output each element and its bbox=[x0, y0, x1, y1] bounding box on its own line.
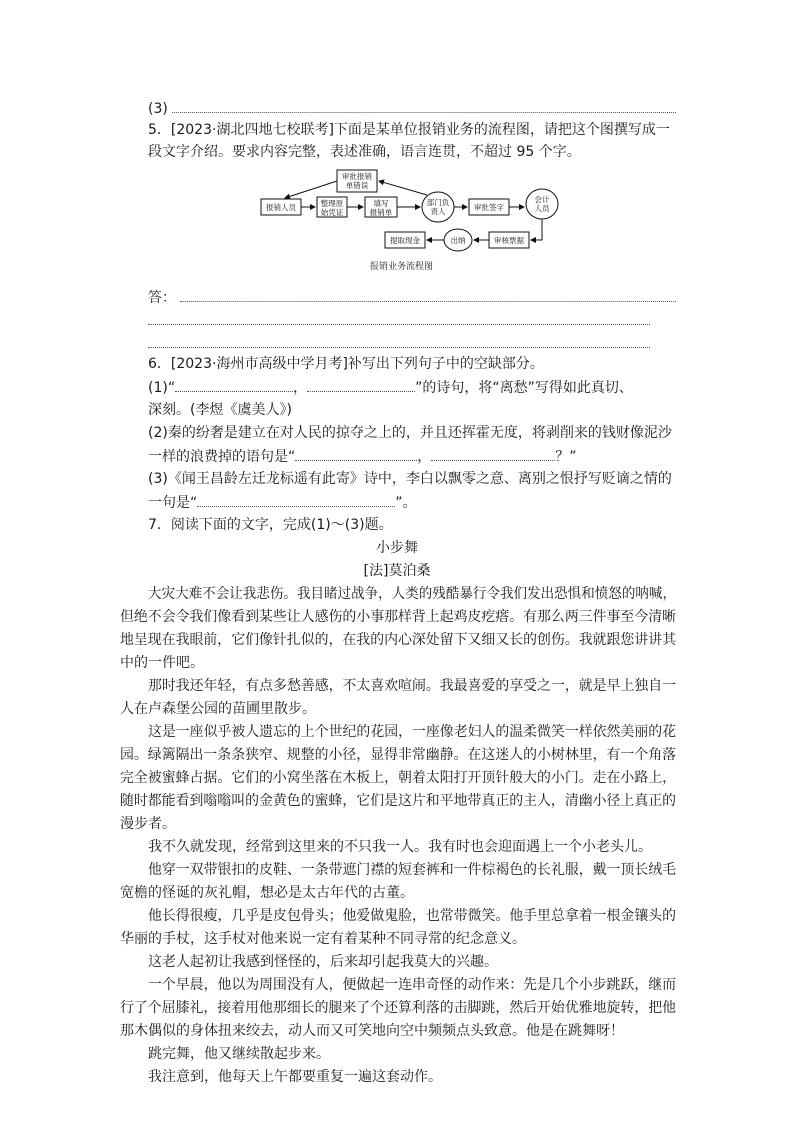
story-line: 宽檐的怪诞的灰礼帽，想必是太古年代的古董。 bbox=[120, 885, 414, 901]
q6-p2-d: ？” bbox=[555, 449, 577, 465]
q6-p1-c: ”的诗句，将“离愁”写得如此真切、 bbox=[415, 380, 633, 396]
q5-answer-blank-3[interactable] bbox=[148, 333, 650, 348]
flowchart-svg bbox=[255, 166, 565, 266]
story-line: 地呈现在我眼前，它们像针扎似的，在我的内心深处留下又细又长的创伤。我就跟您讲讲其 bbox=[120, 632, 677, 648]
story-line: 那木偶似的身体扭来绞去，动人而又可笑地向空中频频点头致意。他是在跳舞呀！ bbox=[120, 1023, 624, 1039]
q7-title: 7．阅读下面的文字，完成(1)～(3)题。 bbox=[148, 517, 393, 533]
reimbursement-flowchart bbox=[255, 166, 565, 266]
story-line: 大灾大难不会让我悲伤。我目睹过战争，人类的残酷暴行令我们发出恐惧和愤怒的呐喊， bbox=[148, 586, 676, 602]
q6-p3-line-1: (3)《闻王昌龄左迁龙标遥有此寄》诗中，李白以飘零之意、离别之恨抒写贬谪之情的 bbox=[148, 471, 672, 487]
q6-p1-blank-2[interactable] bbox=[307, 377, 415, 392]
story-line: 这是一座似乎被人遗忘的上个世纪的花园，一座像老妇人的温柔微笑一样依然美丽的花 bbox=[148, 724, 677, 740]
story-line: 他长得很瘦，几乎是皮包骨头；他爱做鬼脸，也常带微笑。他手里总拿着一根金镶头的 bbox=[148, 908, 677, 924]
q3-answer-line bbox=[148, 98, 676, 119]
q6-p1-a: (1)“ bbox=[148, 380, 176, 396]
q6-p2-blank-1[interactable] bbox=[295, 446, 417, 461]
story-line: 随时都能看到嗡嗡叫的金黄色的蜜蜂，它们是这片和平地带真正的主人，清幽小径上真正的 bbox=[120, 793, 677, 809]
q5-line-2: 段文字介绍。要求内容完整，表述准确，语言连贯，不超过 95 个字。 bbox=[148, 144, 581, 160]
node-approval-error-text-1: 审批报销 bbox=[342, 172, 372, 181]
node-reimburser-text: 报销人员 bbox=[266, 203, 296, 212]
q6-p2-blank-2[interactable] bbox=[431, 446, 555, 461]
q6-p2-b: 一样的浪费掉的语句是“ bbox=[148, 449, 296, 465]
arrow-to-error bbox=[379, 181, 427, 195]
story-line: 华丽的手杖，这手杖对他来说一定有着某种不同寻常的纪念意义。 bbox=[120, 931, 526, 947]
q5-answer-line-2 bbox=[148, 310, 650, 331]
story-line: 但绝不会令我们像看到某些让人感伤的小事那样背上起鸡皮疙瘩。有那么两三件事至今清晰 bbox=[120, 609, 677, 625]
story-line: 行了个屈膝礼，接着用他那细长的腿来了个还算利落的击脚跳，然后开始优雅地旋转，把他 bbox=[120, 1000, 677, 1016]
q3-blank[interactable] bbox=[172, 98, 676, 113]
node-fill-form-text-2: 报销单 bbox=[369, 208, 393, 217]
q6-p1-line-1 bbox=[148, 377, 633, 398]
q6-p1-b: ， bbox=[293, 380, 308, 396]
q6-p1-blank-1[interactable] bbox=[175, 377, 293, 392]
flowchart-caption: 报销业务流程图 bbox=[370, 262, 434, 272]
q5-answer-label: 答： bbox=[148, 290, 176, 306]
node-accountant-text-2: 人员 bbox=[534, 204, 550, 213]
q5-answer-blank-1[interactable] bbox=[180, 287, 676, 302]
arrow-6 bbox=[531, 219, 542, 240]
node-audit-receipts-text: 审核票据 bbox=[494, 236, 524, 245]
story-line: 人在卢森堡公园的苗圃里散步。 bbox=[120, 701, 316, 717]
arrow-error-back bbox=[285, 181, 337, 198]
q6-p2-c: ， bbox=[417, 449, 432, 465]
story-line: 这老人起初让我感到怪怪的，后来却引起我莫大的兴趣。 bbox=[148, 954, 498, 970]
node-organize-text-2: 始凭证 bbox=[320, 208, 344, 217]
q6-p3-line-2 bbox=[148, 492, 417, 513]
story-line: 中的一件吧。 bbox=[120, 655, 204, 671]
q3-label: (3) bbox=[148, 101, 168, 117]
node-approve-sign-text: 审批签字 bbox=[474, 203, 504, 212]
story-line: 我不久就发现，经常到这里来的不只我一人。我有时也会迎面遇上一个小老头儿。 bbox=[148, 839, 652, 855]
q6-p3-c: ”。 bbox=[395, 495, 417, 511]
node-accountant-text-1: 会计 bbox=[534, 195, 550, 204]
q6-p2-line-2 bbox=[148, 446, 577, 467]
story-line: 我注意到，他每天上午都要重复一遍这套动作。 bbox=[148, 1069, 442, 1085]
q5-line-1: 5．[2023·湖北四地七校联考]下面是某单位报销业务的流程图，请把这个图撰写成一 bbox=[148, 122, 670, 138]
story-line: 完全被蜜蜂占据。它们的小窝坐落在木板上，朝着太阳打开顶针般大的小门。走在小路上， bbox=[120, 770, 677, 786]
node-organize-text-1: 整理原 bbox=[320, 199, 344, 208]
node-approval-error-text-2: 单错误 bbox=[345, 181, 369, 190]
q5-answer-line-3 bbox=[148, 333, 650, 354]
node-cashier-text: 出纳 bbox=[450, 236, 466, 245]
story-author: [法]莫泊桑 bbox=[363, 563, 431, 579]
node-fill-form-text-1: 填写 bbox=[373, 199, 389, 208]
q6-p2-line-1: (2)秦的纷奢是建立在对人民的掠夺之上的，并且还挥霍无度，将剥削来的钱财像泥沙 bbox=[148, 425, 672, 441]
q6-p1-line-2: 深刻。(李煜《虞美人》) bbox=[148, 402, 292, 418]
node-dept-head-text-2: 责人 bbox=[430, 207, 446, 216]
q6-title: 6．[2023·海州市高级中学月考]补写出下列句子中的空缺部分。 bbox=[148, 356, 544, 372]
story-line: 那时我还年轻，有点多愁善感，不太喜欢喧闹。我最喜爱的享受之一，就是早上独自一 bbox=[148, 678, 677, 694]
node-dept-head-text-1: 部门负 bbox=[426, 198, 450, 207]
story-line: 他穿一双带银扣的皮鞋、一条带遮门襟的短套裤和一件棕褐色的长礼服，戴一顶长绒毛 bbox=[148, 862, 677, 878]
q6-p3-blank[interactable] bbox=[197, 492, 395, 507]
node-withdraw-cash-text: 提取现金 bbox=[390, 236, 420, 245]
story-title: 小步舞 bbox=[376, 540, 418, 556]
story-line: 一个早晨，他以为周围没有人，便做起一连串奇怪的动作来：先是几个小步跳跃，继而 bbox=[148, 977, 677, 993]
q6-p3-b: 一句是“ bbox=[148, 495, 198, 511]
story-line: 漫步者。 bbox=[120, 816, 176, 832]
story-line: 跳完舞，他又继续散起步来。 bbox=[148, 1046, 330, 1062]
story-line: 园。绿篱隔出一条条狭窄、规整的小径，显得非常幽静。在这迷人的小树林里，有一个角落 bbox=[120, 747, 677, 763]
q5-answer-blank-2[interactable] bbox=[148, 310, 650, 325]
q5-answer-line-1 bbox=[148, 287, 676, 308]
